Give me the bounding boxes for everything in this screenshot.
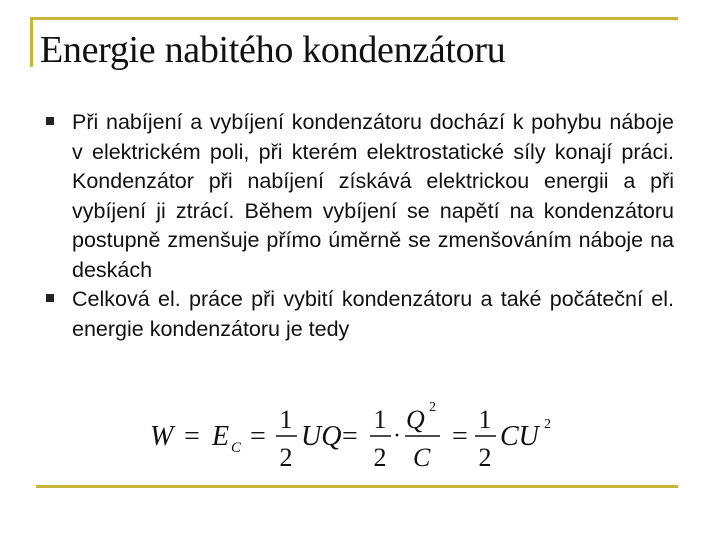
- formula-equals: =: [452, 421, 468, 452]
- fraction1-denominator: 2: [279, 443, 293, 472]
- fraction3-numerator-Q: Q: [406, 405, 425, 434]
- formula-equals: =: [184, 421, 200, 452]
- formula-E: E: [212, 421, 230, 452]
- energy-formula: [0, 398, 720, 478]
- formula-equals: =: [250, 421, 266, 452]
- Q-superscript: 2: [429, 400, 436, 415]
- formula-UQ: UQ: [301, 421, 342, 452]
- formula-graphic: [0, 398, 720, 478]
- frame-top-rule: [30, 17, 678, 20]
- fraction4-numerator: 1: [478, 405, 492, 434]
- formula-equals: =: [342, 421, 358, 452]
- formula-W: W: [150, 421, 174, 452]
- square-bullet-icon: [46, 294, 54, 302]
- formula-E-subscript: C: [231, 440, 242, 456]
- bullet-text: Celková el. práce při vybití kondenzátoru a také počáteční el. energie kondenzátoru je tedy: [72, 287, 674, 341]
- fraction3-denominator-C: C: [413, 443, 431, 472]
- formula-CU: CU: [500, 421, 539, 452]
- fraction2-numerator: 1: [373, 405, 387, 434]
- square-bullet-icon: [46, 117, 54, 125]
- frame-bottom-rule: [36, 485, 678, 488]
- formula-dot: ·: [393, 423, 401, 449]
- fraction1-numerator: 1: [279, 405, 293, 434]
- fraction2-denominator: 2: [373, 443, 387, 472]
- frame-left-rule: [30, 17, 33, 67]
- slide-title: Energie nabitého kondenzátoru: [40, 29, 506, 71]
- fraction4-denominator: 2: [478, 443, 492, 472]
- bullet-text: Při nabíjení a vybíjení kondenzátoru dochází k pohybu náboje v elektrickém poli, při kterém elektrostatické síly konají práci. Kondenzátor při nabíjení získává elektrickou energii a při vybíjení ji ztrácí. Během vybíjení se napětí na kondenzátoru postupně zmenšuje přímo úměrně se zmenšováním náboje na deskách: [72, 110, 674, 282]
- bullet-list: [42, 108, 674, 344]
- bullet-item: [42, 285, 674, 344]
- bullet-item: [42, 108, 674, 285]
- U-superscript: 2: [544, 417, 551, 432]
